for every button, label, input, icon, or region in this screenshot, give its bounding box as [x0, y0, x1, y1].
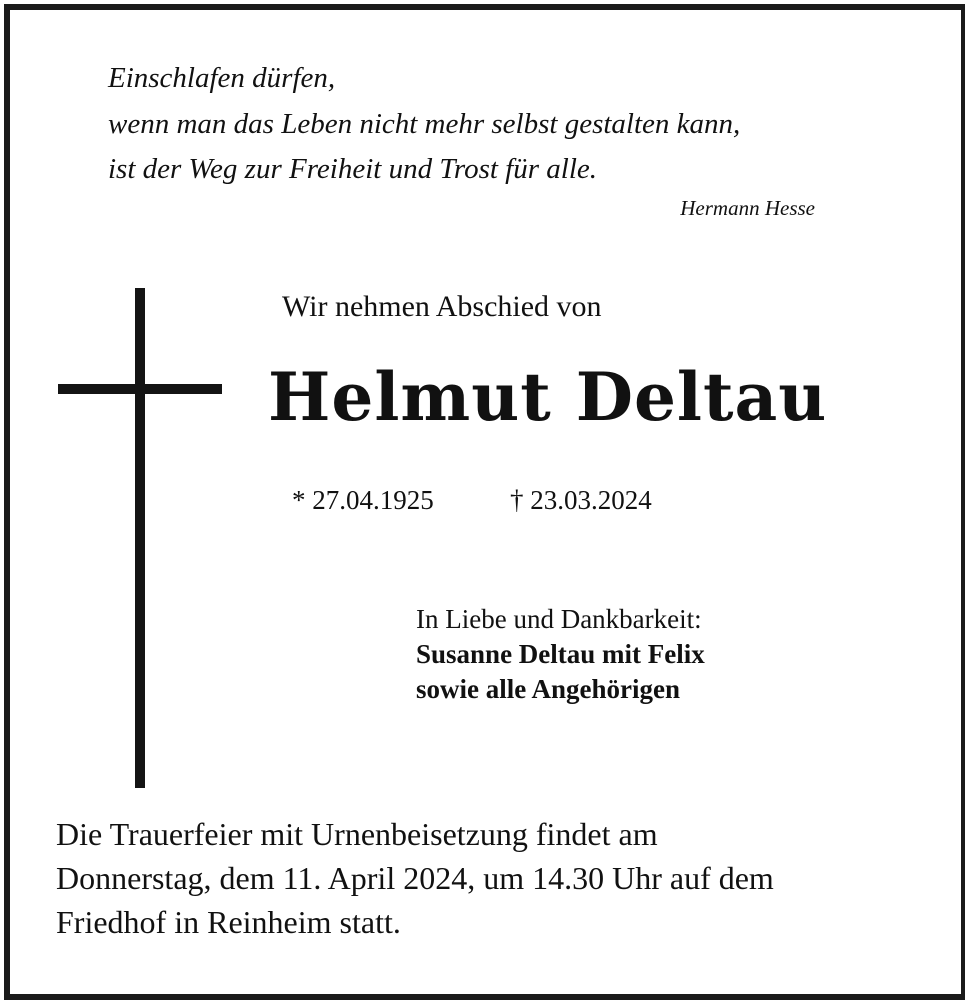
mourners-intro: In Liebe und Dankbarkeit:	[416, 604, 702, 634]
cross-icon-horizontal-bar	[58, 384, 222, 394]
funeral-line-3: Friedhof in Reinheim statt.	[56, 904, 401, 940]
cross-icon-vertical-bar	[135, 288, 145, 788]
farewell-intro: Wir nehmen Abschied von	[282, 290, 602, 323]
poem-line-2: wenn man das Leben nicht mehr selbst gestalten kann,	[108, 108, 741, 140]
funeral-notice	[56, 812, 774, 944]
mourners-primary: Susanne Deltau mit Felix	[416, 639, 705, 669]
mourners-block	[416, 602, 705, 707]
poem-line-1: Einschlafen dürfen,	[108, 62, 336, 94]
funeral-line-2: Donnerstag, dem 11. April 2024, um 14.30 Uhr auf dem	[56, 860, 774, 896]
death-date: † 23.03.2024	[510, 485, 652, 515]
funeral-line-1: Die Trauerfeier mit Urnenbeisetzung findet am	[56, 816, 658, 852]
deceased-name: Helmut Deltau	[268, 358, 828, 436]
mourners-relatives: sowie alle Angehörigen	[416, 674, 680, 704]
birth-date: * 27.04.1925	[292, 485, 434, 515]
poem-author: Hermann Hesse	[680, 196, 815, 220]
poem-line-3: ist der Weg zur Freiheit und Trost für alle.	[108, 153, 597, 185]
